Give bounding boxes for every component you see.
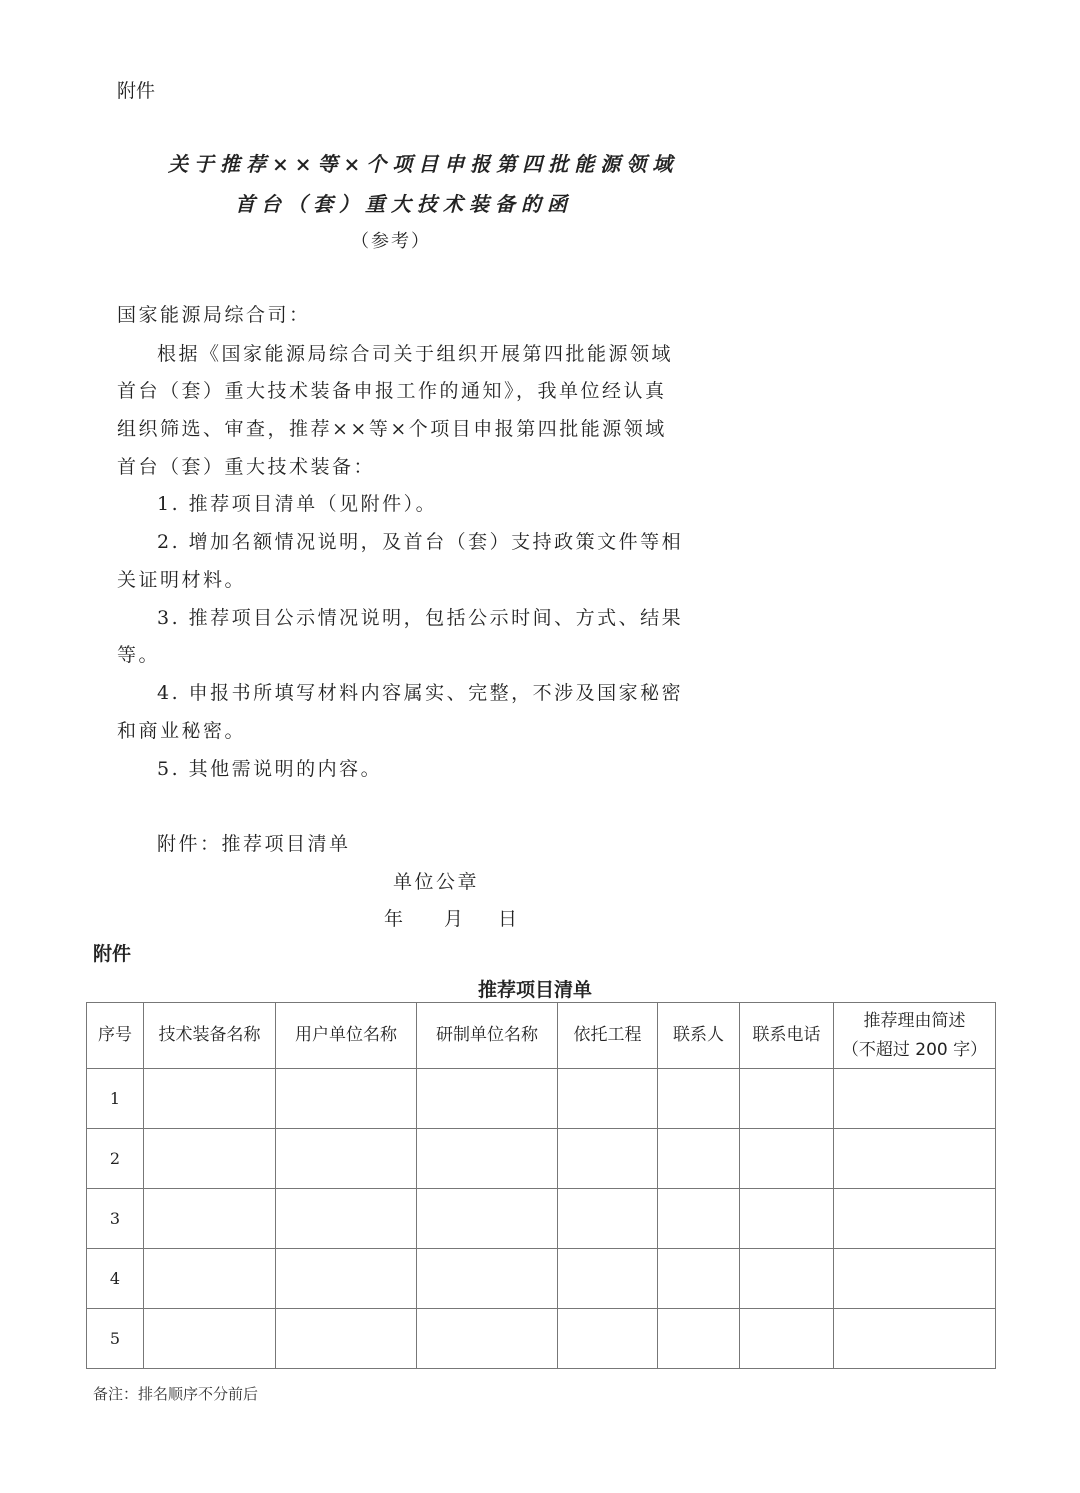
table-row: [87, 1309, 996, 1369]
date-month: 月: [444, 908, 466, 930]
cell: [834, 1249, 996, 1309]
cell: [144, 1069, 276, 1129]
cell: [740, 1069, 834, 1129]
salutation: 国家能源局综合司：: [117, 304, 311, 326]
cell: [740, 1129, 834, 1189]
cell: [558, 1129, 658, 1189]
cell: [558, 1189, 658, 1249]
item-2-continued: 关证明材料。: [117, 569, 247, 591]
header-contact: 联系人: [658, 1003, 740, 1069]
cell: [740, 1189, 834, 1249]
paragraph-line: 组织筛选、审查，推荐××等×个项目申报第四批能源领域: [117, 418, 667, 440]
cell: [834, 1309, 996, 1369]
cell: [740, 1249, 834, 1309]
cell: [276, 1129, 417, 1189]
cell: [658, 1249, 740, 1309]
header-equipment-name: 技术装备名称: [144, 1003, 276, 1069]
header-phone: 联系电话: [740, 1003, 834, 1069]
cell: [658, 1129, 740, 1189]
cell: [276, 1249, 417, 1309]
header-project: 依托工程: [558, 1003, 658, 1069]
attachment-label-2: 附件: [93, 943, 132, 965]
item-3: 3. 推荐项目公示情况说明，包括公示时间、方式、结果: [157, 607, 684, 629]
cell: [658, 1189, 740, 1249]
item-5: 5. 其他需说明的内容。: [157, 758, 383, 780]
cell: [417, 1129, 558, 1189]
header-developer-unit: 研制单位名称: [417, 1003, 558, 1069]
title-line-2: 首台（套）重大技术装备的函: [235, 192, 573, 216]
cell: [417, 1189, 558, 1249]
cell: [144, 1189, 276, 1249]
table-row: [87, 1129, 996, 1189]
title-line-1: 关于推荐××等×个项目申报第四批能源领域: [168, 152, 679, 176]
item-3-continued: 等。: [117, 644, 161, 666]
row-index: 5: [87, 1309, 144, 1369]
cell: [276, 1189, 417, 1249]
row-index: 4: [87, 1249, 144, 1309]
paragraph-line: 首台（套）重大技术装备：: [117, 456, 376, 478]
date-day: 日: [498, 908, 520, 930]
recommendation-table: [86, 1002, 996, 1369]
attachment-label: 附件: [117, 80, 156, 102]
cell: [417, 1249, 558, 1309]
row-index: 3: [87, 1189, 144, 1249]
row-index: 1: [87, 1069, 144, 1129]
table-header-row: [87, 1003, 996, 1069]
cell: [834, 1129, 996, 1189]
cell: [658, 1069, 740, 1129]
subtitle: （参考）: [351, 231, 431, 252]
header-index: 序号: [87, 1003, 144, 1069]
table-row: [87, 1249, 996, 1309]
cell: [276, 1069, 417, 1129]
paragraph-line: 根据《国家能源局综合司关于组织开展第四批能源领域: [157, 343, 674, 365]
table-title: 推荐项目清单: [478, 979, 593, 1001]
cell: [276, 1309, 417, 1369]
cell: [834, 1069, 996, 1129]
cell: [658, 1309, 740, 1369]
cell: [417, 1069, 558, 1129]
item-1: 1. 推荐项目清单（见附件）。: [157, 493, 438, 515]
paragraph-line: 首台（套）重大技术装备申报工作的通知》，我单位经认真: [117, 380, 667, 402]
header-user-unit: 用户单位名称: [276, 1003, 417, 1069]
seal-label: 单位公章: [393, 871, 480, 893]
item-4-continued: 和商业秘密。: [117, 720, 247, 742]
header-reason: [834, 1003, 996, 1069]
cell: [144, 1129, 276, 1189]
table-row: [87, 1189, 996, 1249]
cell: [558, 1069, 658, 1129]
cell: [558, 1249, 658, 1309]
item-2: 2. 增加名额情况说明，及首台（套）支持政策文件等相: [157, 531, 684, 553]
cell: [558, 1309, 658, 1369]
row-index: 2: [87, 1129, 144, 1189]
cell: [834, 1189, 996, 1249]
cell: [144, 1249, 276, 1309]
header-reason-line1: 推荐理由简述: [863, 1010, 966, 1031]
header-reason-line2: （不超过 200 字）: [841, 1039, 988, 1060]
table-row: [87, 1069, 996, 1129]
item-4: 4. 申报书所填写材料内容属实、完整，不涉及国家秘密: [157, 682, 684, 704]
attachment-note: 附件：推荐项目清单: [157, 833, 351, 855]
cell: [740, 1309, 834, 1369]
table-note: 备注：排名顺序不分前后: [93, 1385, 259, 1403]
date-year: 年: [384, 908, 406, 930]
cell: [144, 1309, 276, 1369]
cell: [417, 1309, 558, 1369]
